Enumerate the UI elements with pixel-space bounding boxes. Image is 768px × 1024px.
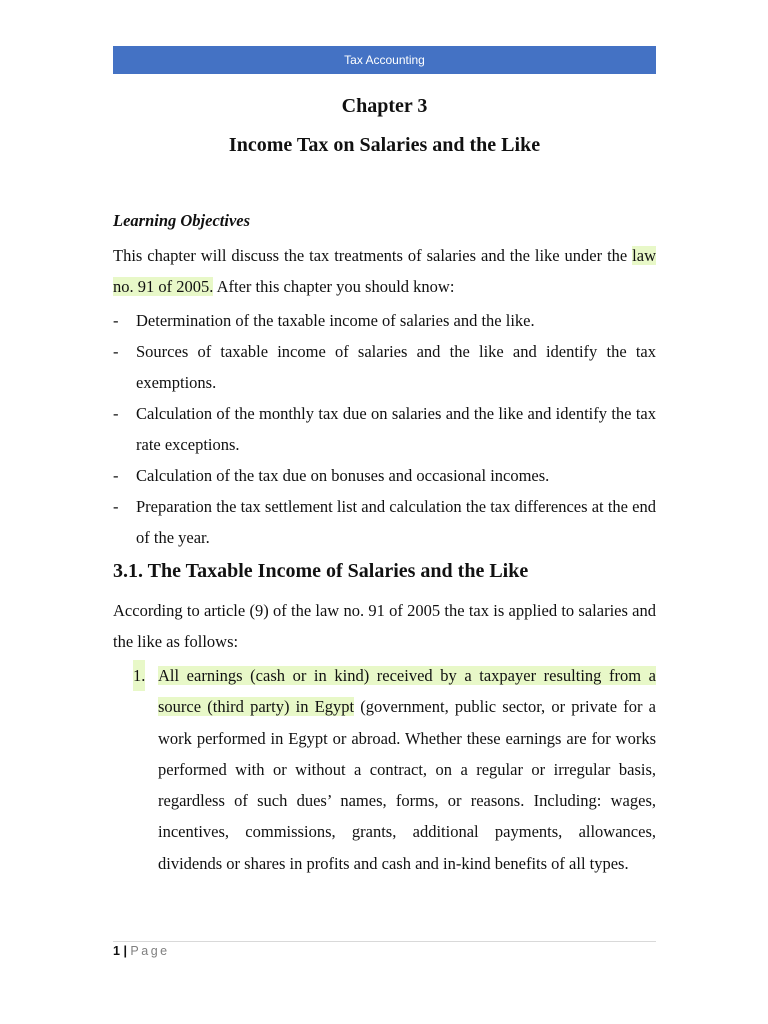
earnings-highlight: All earnings (cash or in kind) received by a taxpayer resulting from a source (third party) in Egypt <box>158 666 656 717</box>
footer-separator: | <box>123 944 127 958</box>
objectives-intro-paragraph <box>113 240 656 302</box>
chapter-title: Income Tax on Salaries and the Like <box>228 134 541 156</box>
list-number: 1. <box>133 660 145 691</box>
footer-divider <box>113 941 656 942</box>
chapter-number: Chapter 3 <box>341 95 428 117</box>
intro-text-after: After this chapter you should know: <box>213 277 455 296</box>
objectives-list <box>113 305 656 553</box>
page-word: Page <box>130 944 170 958</box>
objective-item <box>113 336 656 398</box>
intro-text-before: This chapter will discuss the tax treatments of salaries and the like under the <box>113 246 633 265</box>
dash-bullet: - <box>113 497 119 516</box>
numbered-list-item <box>133 660 656 879</box>
dash-bullet: - <box>113 342 119 361</box>
dash-bullet: - <box>113 311 119 330</box>
dash-bullet: - <box>113 404 119 423</box>
objective-item <box>113 491 656 553</box>
objective-item <box>113 398 656 460</box>
objective-text: Determination of the taxable income of salaries and the like. <box>136 311 535 330</box>
running-header: Tax Accounting <box>113 46 656 74</box>
objective-text: Sources of taxable income of salaries and the like and identify the tax exemptions. <box>136 342 656 392</box>
objective-item <box>113 305 656 336</box>
objective-item <box>113 460 656 491</box>
page-footer <box>113 944 170 958</box>
objective-text: Calculation of the tax due on bonuses and occasional incomes. <box>136 466 550 485</box>
objective-text: Preparation the tax settlement list and calculation the tax differences at the end of the year. <box>136 497 656 547</box>
section-intro-paragraph: According to article (9) of the law no. 91 of 2005 the tax is applied to salaries and the like as follows: <box>113 601 656 651</box>
learning-objectives-heading: Learning Objectives <box>113 211 251 230</box>
dash-bullet: - <box>113 466 119 485</box>
section-heading: 3.1. The Taxable Income of Salaries and the Like <box>113 560 529 582</box>
objective-text: Calculation of the monthly tax due on salaries and the like and identify the tax rate exceptions. <box>136 404 656 454</box>
earnings-description: (government, public sector, or private for a work performed in Egypt or abroad. Whether these earnings are for works performed with or without a contract, on a regular or irregular basis, regardless of such dues’ names, forms, or reasons. Including: wages, incentives, commissions, grants, additional payments, allowances, dividends or shares in profits and cash and in-kind benefits of all types. <box>158 697 656 873</box>
law-reference-highlight: law no. 91 of 2005. <box>113 246 656 296</box>
page-number: 1 <box>113 944 120 958</box>
